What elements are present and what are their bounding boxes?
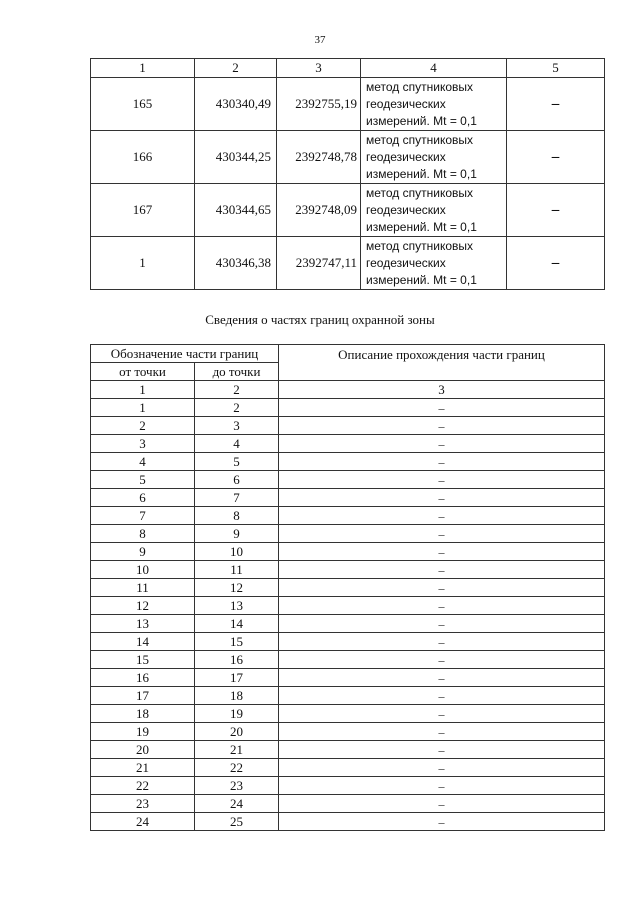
method-line: геодезических (366, 255, 446, 270)
to-point: 20 (195, 723, 279, 741)
to-point: 18 (195, 687, 279, 705)
coordinate-row (91, 131, 605, 184)
boundary-row (91, 741, 605, 759)
method-line: геодезических (366, 202, 446, 217)
coordinate-y: 2392748,78 (277, 131, 361, 184)
point-number: 165 (91, 78, 195, 131)
column-number: 4 (361, 59, 507, 78)
group-header: Обозначение части границ (91, 345, 279, 363)
boundary-row (91, 597, 605, 615)
section-title: Сведения о частях границ охранной зоны (205, 312, 435, 327)
from-point: 6 (91, 489, 195, 507)
boundary-row (91, 489, 605, 507)
from-point: 10 (91, 561, 195, 579)
description-cell: – (279, 723, 605, 741)
from-point: 11 (91, 579, 195, 597)
from-point: 18 (91, 705, 195, 723)
method-line: измерений. Mt = 0,1 (366, 272, 477, 287)
coordinates-table (90, 58, 605, 290)
description-cell: – (279, 615, 605, 633)
to-point: 7 (195, 489, 279, 507)
boundary-row (91, 399, 605, 417)
from-point: 24 (91, 813, 195, 831)
boundary-row (91, 615, 605, 633)
boundary-header-row (91, 345, 605, 363)
column-number: 2 (195, 59, 277, 78)
from-point: 13 (91, 615, 195, 633)
boundary-parts-table (90, 344, 605, 831)
description-cell: – (279, 561, 605, 579)
from-point: 2 (91, 417, 195, 435)
from-point: 9 (91, 543, 195, 561)
description-cell: – (279, 507, 605, 525)
boundary-row (91, 813, 605, 831)
to-point: 21 (195, 741, 279, 759)
to-point: 22 (195, 759, 279, 777)
from-point: 16 (91, 669, 195, 687)
description-cell: – (279, 777, 605, 795)
boundary-row (91, 669, 605, 687)
dash-cell: – (507, 78, 605, 131)
boundary-row (91, 795, 605, 813)
boundary-row (91, 723, 605, 741)
description-cell: – (279, 417, 605, 435)
coordinate-y: 2392747,11 (277, 237, 361, 290)
to-point: 10 (195, 543, 279, 561)
coordinate-x: 430346,38 (195, 237, 277, 290)
coordinate-x: 430344,65 (195, 184, 277, 237)
coordinates-header-row (91, 59, 605, 78)
to-point: 4 (195, 435, 279, 453)
boundary-numbering-row (91, 381, 605, 399)
to-point: 16 (195, 651, 279, 669)
to-point: 8 (195, 507, 279, 525)
description-cell: – (279, 453, 605, 471)
boundary-row (91, 651, 605, 669)
description-cell: – (279, 687, 605, 705)
coordinate-x: 430340,49 (195, 78, 277, 131)
to-point: 3 (195, 417, 279, 435)
description-cell: – (279, 489, 605, 507)
description-cell: – (279, 471, 605, 489)
to-point-header: до точки (195, 363, 279, 381)
method-cell (361, 131, 507, 184)
boundary-row (91, 687, 605, 705)
boundary-row (91, 471, 605, 489)
boundary-row (91, 633, 605, 651)
coordinate-y: 2392748,09 (277, 184, 361, 237)
method-line: метод спутниковых (366, 185, 474, 200)
coordinate-y: 2392755,19 (277, 78, 361, 131)
from-point: 7 (91, 507, 195, 525)
description-cell: – (279, 597, 605, 615)
boundary-row (91, 543, 605, 561)
to-point: 25 (195, 813, 279, 831)
method-line: метод спутниковых (366, 132, 474, 147)
to-point: 17 (195, 669, 279, 687)
boundary-row (91, 561, 605, 579)
to-point: 24 (195, 795, 279, 813)
to-point: 15 (195, 633, 279, 651)
method-cell (361, 237, 507, 290)
from-point: 17 (91, 687, 195, 705)
to-point: 12 (195, 579, 279, 597)
description-cell: – (279, 669, 605, 687)
description-cell: – (279, 813, 605, 831)
description-header: Описание прохождения части границ (279, 345, 605, 381)
description-cell: – (279, 543, 605, 561)
method-line: метод спутниковых (366, 79, 474, 94)
from-point: 14 (91, 633, 195, 651)
column-number: 3 (277, 59, 361, 78)
point-number: 166 (91, 131, 195, 184)
description-cell: – (279, 633, 605, 651)
coordinate-row (91, 78, 605, 131)
dash-cell: – (507, 237, 605, 290)
column-number: 5 (507, 59, 605, 78)
boundary-row (91, 507, 605, 525)
method-line: геодезических (366, 149, 446, 164)
to-point: 19 (195, 705, 279, 723)
description-cell: – (279, 435, 605, 453)
description-cell: – (279, 759, 605, 777)
method-line: геодезических (366, 96, 446, 111)
column-number: 3 (279, 381, 605, 399)
method-line: измерений. Mt = 0,1 (366, 219, 477, 234)
from-point: 5 (91, 471, 195, 489)
boundary-row (91, 759, 605, 777)
method-cell (361, 184, 507, 237)
from-point: 23 (91, 795, 195, 813)
point-number: 167 (91, 184, 195, 237)
from-point: 4 (91, 453, 195, 471)
boundary-row (91, 417, 605, 435)
method-line: измерений. Mt = 0,1 (366, 166, 477, 181)
to-point: 13 (195, 597, 279, 615)
from-point: 21 (91, 759, 195, 777)
boundary-row (91, 435, 605, 453)
to-point: 6 (195, 471, 279, 489)
dash-cell: – (507, 184, 605, 237)
to-point: 11 (195, 561, 279, 579)
from-point: 3 (91, 435, 195, 453)
coordinate-x: 430344,25 (195, 131, 277, 184)
to-point: 23 (195, 777, 279, 795)
page-number: 37 (314, 34, 326, 46)
from-point: 22 (91, 777, 195, 795)
method-cell (361, 78, 507, 131)
dash-cell: – (507, 131, 605, 184)
description-cell: – (279, 795, 605, 813)
column-number: 1 (91, 381, 195, 399)
from-point: 8 (91, 525, 195, 543)
coordinate-row (91, 237, 605, 290)
description-cell: – (279, 705, 605, 723)
to-point: 9 (195, 525, 279, 543)
boundary-row (91, 525, 605, 543)
boundary-row (91, 579, 605, 597)
point-number: 1 (91, 237, 195, 290)
from-point: 12 (91, 597, 195, 615)
boundary-row (91, 453, 605, 471)
from-point: 20 (91, 741, 195, 759)
method-line: метод спутниковых (366, 238, 474, 253)
description-cell: – (279, 525, 605, 543)
description-cell: – (279, 579, 605, 597)
description-cell: – (279, 651, 605, 669)
column-number: 1 (91, 59, 195, 78)
to-point: 14 (195, 615, 279, 633)
boundary-row (91, 705, 605, 723)
description-cell: – (279, 741, 605, 759)
from-point: 19 (91, 723, 195, 741)
from-point: 1 (91, 399, 195, 417)
description-cell: – (279, 399, 605, 417)
method-line: измерений. Mt = 0,1 (366, 113, 477, 128)
boundary-row (91, 777, 605, 795)
coordinate-row (91, 184, 605, 237)
to-point: 5 (195, 453, 279, 471)
to-point: 2 (195, 399, 279, 417)
column-number: 2 (195, 381, 279, 399)
from-point-header: от точки (91, 363, 195, 381)
from-point: 15 (91, 651, 195, 669)
